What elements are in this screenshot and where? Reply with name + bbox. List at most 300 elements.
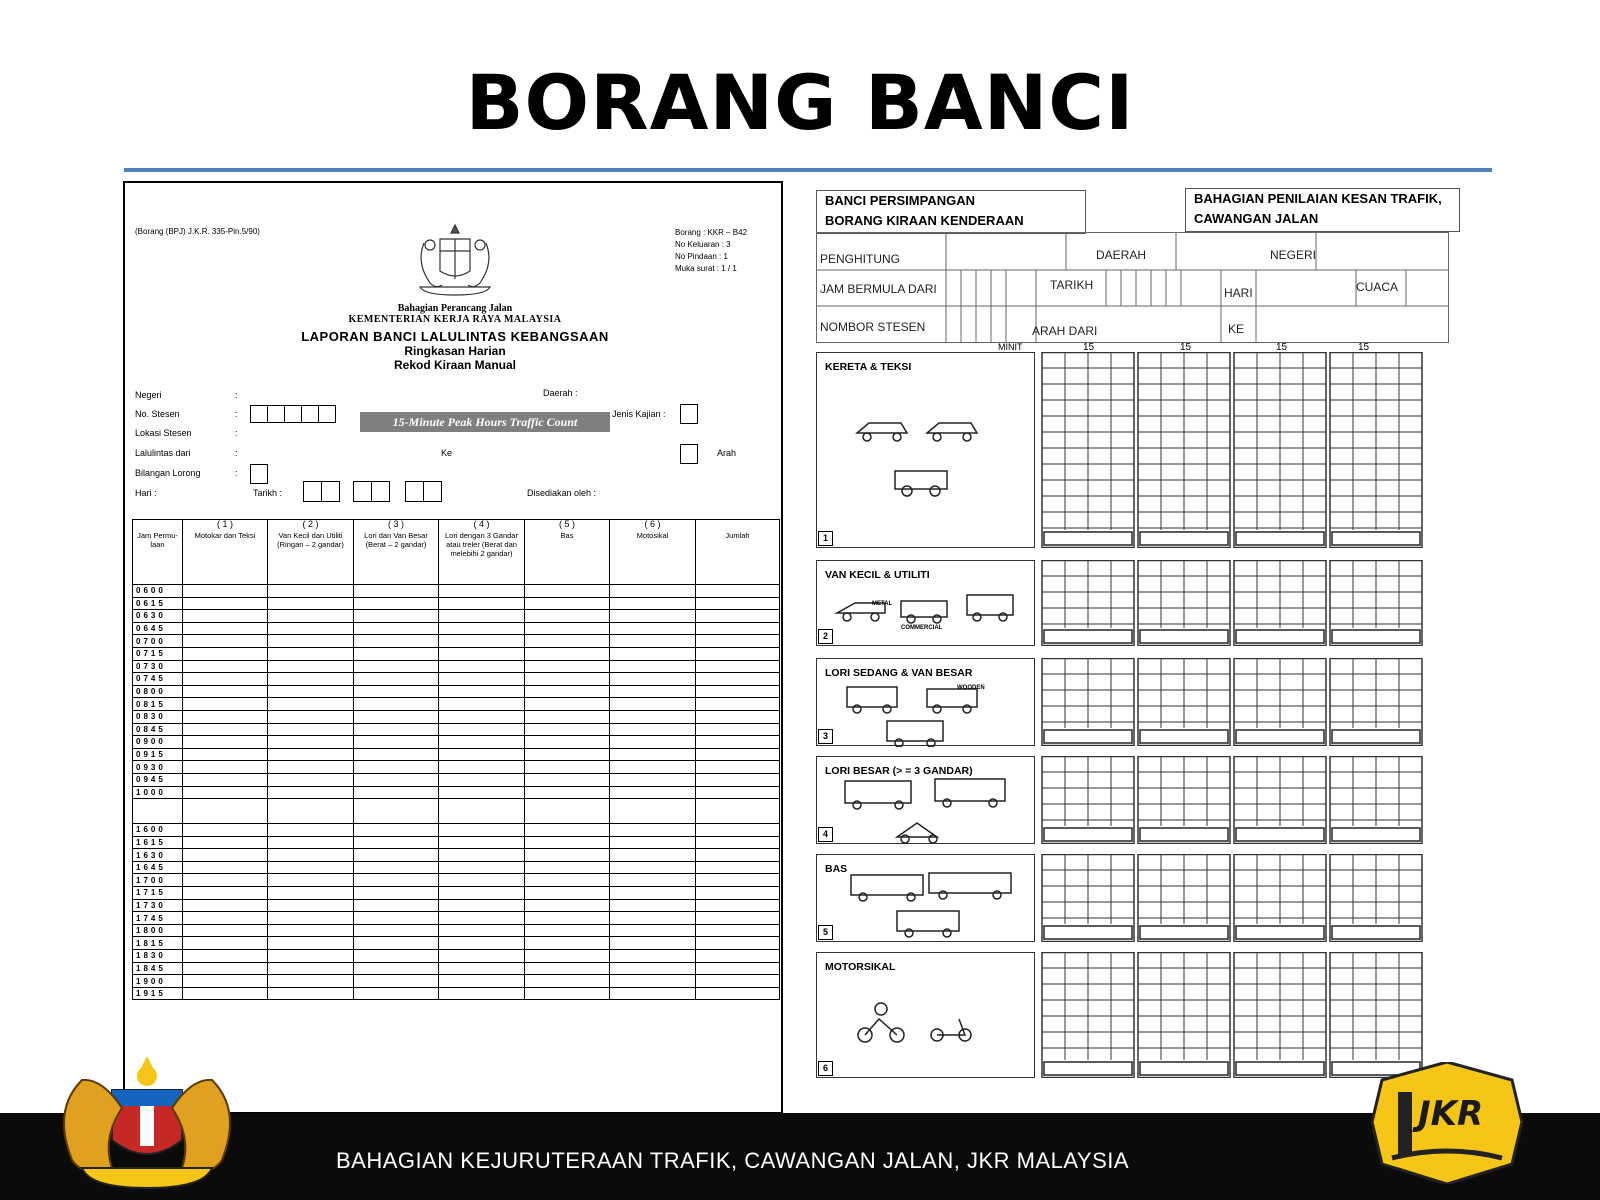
count-cell xyxy=(610,836,696,849)
column-label: Jumlah xyxy=(725,531,750,540)
table-row xyxy=(133,849,780,862)
time-cell: 1730 xyxy=(133,899,183,912)
ref-line: Muka surat : 1 / 1 xyxy=(675,264,737,273)
vehicle-class-name: MOTORSIKAL xyxy=(825,961,896,973)
section-index: 3 xyxy=(818,729,833,744)
count-cell xyxy=(354,610,439,623)
jenis-kajian-box xyxy=(680,404,698,424)
count-cell xyxy=(610,622,696,635)
count-cell xyxy=(268,874,354,887)
count-cell xyxy=(525,585,610,598)
count-cell xyxy=(610,710,696,723)
count-cell xyxy=(354,861,439,874)
count-cell xyxy=(183,610,268,623)
count-cell xyxy=(696,673,780,686)
count-cell xyxy=(610,748,696,761)
vehicle-section-2 xyxy=(816,560,1035,646)
time-cell: 1845 xyxy=(133,962,183,975)
summary-heading: Ringkasan Harian xyxy=(404,344,506,358)
section-index: 6 xyxy=(818,1061,833,1076)
count-cell xyxy=(183,773,268,786)
count-cell xyxy=(268,736,354,749)
table-row xyxy=(133,937,780,950)
time-cell: 1815 xyxy=(133,937,183,950)
time-cell: 1700 xyxy=(133,874,183,887)
tally-grid xyxy=(1040,658,1470,746)
count-cell xyxy=(268,685,354,698)
count-cell xyxy=(354,635,439,648)
count-cell xyxy=(354,962,439,975)
count-cell xyxy=(268,698,354,711)
count-cell xyxy=(525,887,610,900)
time-cell: 0845 xyxy=(133,723,183,736)
field-lokasi-label: Lokasi Stesen xyxy=(135,428,192,438)
count-cell xyxy=(439,736,525,749)
time-cell: 1745 xyxy=(133,912,183,925)
count-cell xyxy=(439,698,525,711)
table-row xyxy=(133,874,780,887)
count-cell xyxy=(183,660,268,673)
count-cell xyxy=(354,987,439,1000)
table-row xyxy=(133,962,780,975)
count-cell xyxy=(354,585,439,598)
time-cell: 0815 xyxy=(133,698,183,711)
count-cell xyxy=(268,635,354,648)
time-cell: 0830 xyxy=(133,710,183,723)
column-header xyxy=(696,520,780,585)
minute-header: 15 xyxy=(1276,342,1288,353)
column-label: Bas xyxy=(560,531,574,540)
count-cell xyxy=(525,710,610,723)
count-cell xyxy=(183,597,268,610)
count-cell xyxy=(525,610,610,623)
count-cell xyxy=(610,899,696,912)
table-row xyxy=(133,824,780,837)
count-cell xyxy=(439,773,525,786)
time-cell: 1800 xyxy=(133,924,183,937)
count-cell xyxy=(354,723,439,736)
count-cell xyxy=(183,937,268,950)
table-row xyxy=(133,950,780,963)
count-cell xyxy=(610,861,696,874)
vehicle-section-3 xyxy=(816,658,1035,746)
minute-header: 15 xyxy=(1358,342,1370,353)
vehicle-illustration-icon xyxy=(817,855,1036,943)
count-cell xyxy=(183,975,268,988)
count-cell xyxy=(354,710,439,723)
table-row xyxy=(133,924,780,937)
label-arah-dari: ARAH DARI xyxy=(1032,324,1098,338)
count-cell xyxy=(610,824,696,837)
ref-line: Borang : KKR – B42 xyxy=(675,228,748,237)
count-cell xyxy=(439,912,525,925)
count-cell xyxy=(439,887,525,900)
count-cell xyxy=(268,723,354,736)
count-cell xyxy=(354,937,439,950)
count-cell xyxy=(610,849,696,862)
label-jam-bermula: JAM BERMULA DARI xyxy=(820,282,937,296)
count-cell xyxy=(268,962,354,975)
vehicle-class-name: BAS xyxy=(825,863,848,875)
count-cell xyxy=(268,887,354,900)
count-cell xyxy=(354,748,439,761)
field-arah-label: Arah xyxy=(717,448,737,458)
count-cell xyxy=(610,887,696,900)
table-row xyxy=(133,786,780,799)
count-cell xyxy=(610,761,696,774)
count-cell xyxy=(696,710,780,723)
table-row xyxy=(133,673,780,686)
time-cell: 0930 xyxy=(133,761,183,774)
time-cell: 0915 xyxy=(133,748,183,761)
count-cell xyxy=(696,622,780,635)
vehicle-section-6 xyxy=(816,952,1035,1078)
header-line: BANCI PERSIMPANGAN xyxy=(825,193,975,208)
count-cell xyxy=(268,924,354,937)
count-cell xyxy=(696,748,780,761)
date-month-boxes xyxy=(353,481,388,502)
label-ke: KE xyxy=(1228,322,1245,336)
hourly-count-table xyxy=(132,519,780,1000)
count-cell xyxy=(183,786,268,799)
count-cell xyxy=(268,597,354,610)
record-heading: Rekod Kiraan Manual xyxy=(393,358,517,372)
count-cell xyxy=(439,647,525,660)
title-divider xyxy=(124,168,1492,172)
section-index: 2 xyxy=(818,629,833,644)
slide-title: BORANG BANCI xyxy=(465,58,1135,147)
count-cell xyxy=(696,736,780,749)
count-cell xyxy=(354,736,439,749)
count-cell xyxy=(354,786,439,799)
count-cell xyxy=(439,748,525,761)
time-cell: 1645 xyxy=(133,861,183,874)
form-code: (Borang (BPJ) J.K.R. 335-Pin.5/90) xyxy=(135,227,260,236)
count-cell xyxy=(610,736,696,749)
label-negeri: NEGERI xyxy=(1270,248,1317,262)
count-cell xyxy=(183,874,268,887)
count-cell xyxy=(354,761,439,774)
count-cell xyxy=(439,610,525,623)
station-info-grid xyxy=(820,232,1482,342)
count-cell xyxy=(610,962,696,975)
malaysia-coat-of-arms-icon xyxy=(52,1050,242,1200)
column-label: Lori dengan 3 Gandar atau treler (Berat dan melebihi 2 gandar) xyxy=(445,531,518,558)
table-row xyxy=(133,748,780,761)
field-lalulintas-label: Lalulintas dari xyxy=(135,448,191,458)
footer-text: BAHAGIAN KEJURUTERAAN TRAFIK, CAWANGAN JALAN, JKR MALAYSIA xyxy=(336,1148,1130,1173)
table-row xyxy=(133,773,780,786)
time-cell: 0945 xyxy=(133,773,183,786)
ministry-heading: KEMENTERIAN KERJA RAYA MALAYSIA xyxy=(348,314,562,325)
time-cell: 1630 xyxy=(133,849,183,862)
count-cell xyxy=(696,660,780,673)
vehicle-tag: METAL xyxy=(872,601,893,607)
count-cell xyxy=(268,987,354,1000)
count-cell xyxy=(525,773,610,786)
count-cell xyxy=(439,975,525,988)
count-cell xyxy=(439,660,525,673)
count-cell xyxy=(268,647,354,660)
vehicle-class-name: LORI SEDANG & VAN BESAR xyxy=(825,667,973,679)
count-cell xyxy=(183,887,268,900)
count-cell xyxy=(183,723,268,736)
minute-header: 15 xyxy=(1083,342,1095,353)
column-header xyxy=(610,520,696,585)
vehicle-illustration-icon xyxy=(817,353,1036,549)
count-cell xyxy=(268,824,354,837)
table-row xyxy=(133,799,780,824)
count-cell xyxy=(525,635,610,648)
count-cell xyxy=(354,647,439,660)
tally-grid xyxy=(1040,756,1470,844)
table-row xyxy=(133,622,780,635)
column-number: ( 4 ) xyxy=(473,519,490,529)
count-cell xyxy=(525,937,610,950)
count-cell xyxy=(525,950,610,963)
count-cell xyxy=(183,899,268,912)
table-row xyxy=(133,647,780,660)
count-cell xyxy=(696,899,780,912)
report-heading: LAPORAN BANCI LALULINTAS KEBANGSAAN xyxy=(301,329,609,344)
count-cell xyxy=(610,647,696,660)
label-cuaca: CUACA xyxy=(1356,280,1399,294)
count-cell xyxy=(268,899,354,912)
table-row xyxy=(133,987,780,1000)
count-cell xyxy=(525,698,610,711)
vehicle-section-5 xyxy=(816,854,1035,942)
vehicle-tag: WOODEN xyxy=(957,685,985,691)
column-label: Motokar dan Teksi xyxy=(194,531,256,540)
count-cell xyxy=(610,660,696,673)
count-cell xyxy=(268,937,354,950)
count-cell xyxy=(354,950,439,963)
column-header xyxy=(354,520,439,585)
label-daerah: DAERAH xyxy=(1096,248,1147,262)
count-cell xyxy=(525,723,610,736)
column-label: Motosikal xyxy=(636,531,669,540)
count-cell xyxy=(696,761,780,774)
count-cell xyxy=(696,861,780,874)
column-header xyxy=(525,520,610,585)
count-cell xyxy=(525,660,610,673)
count-cell xyxy=(696,937,780,950)
intersection-form-header xyxy=(816,190,1086,234)
count-cell xyxy=(696,962,780,975)
label-hari: HARI xyxy=(1224,286,1253,300)
count-cell xyxy=(268,950,354,963)
count-cell xyxy=(439,962,525,975)
tally-grid xyxy=(1040,352,1470,548)
table-row xyxy=(133,899,780,912)
column-label: Van Kecil dan Utiliti (Ringan – 2 gandar) xyxy=(277,531,344,549)
count-cell xyxy=(439,861,525,874)
count-cell xyxy=(183,962,268,975)
count-cell xyxy=(439,799,525,824)
count-cell xyxy=(183,987,268,1000)
left-form-scan xyxy=(123,181,783,1114)
count-cell xyxy=(610,610,696,623)
count-cell xyxy=(354,924,439,937)
time-cell: 0900 xyxy=(133,736,183,749)
count-cell xyxy=(439,836,525,849)
field-daerah-label: Daerah : xyxy=(543,388,578,398)
count-cell xyxy=(183,912,268,925)
count-cell xyxy=(439,786,525,799)
date-day-boxes xyxy=(303,481,338,502)
count-cell xyxy=(696,635,780,648)
time-cell: 0745 xyxy=(133,673,183,686)
colon: : xyxy=(235,390,238,400)
count-cell xyxy=(439,849,525,862)
ref-line: No Pindaan : 1 xyxy=(675,252,728,261)
count-cell xyxy=(525,786,610,799)
colon: : xyxy=(235,428,238,438)
table-row xyxy=(133,710,780,723)
field-tarikh-label: Tarikh : xyxy=(253,488,283,498)
count-cell xyxy=(525,987,610,1000)
count-cell xyxy=(525,673,610,686)
count-cell xyxy=(439,924,525,937)
division-heading: Bahagian Perancang Jalan xyxy=(397,303,513,314)
count-cell xyxy=(696,786,780,799)
minit-label: MINIT xyxy=(998,342,1023,352)
date-year-boxes xyxy=(405,481,440,502)
tally-grid xyxy=(1040,952,1470,1078)
count-cell xyxy=(268,622,354,635)
count-cell xyxy=(354,673,439,686)
station-number-boxes xyxy=(250,405,335,423)
count-cell xyxy=(439,585,525,598)
time-cell: 1900 xyxy=(133,975,183,988)
count-cell xyxy=(268,585,354,598)
count-cell xyxy=(354,912,439,925)
count-cell xyxy=(268,660,354,673)
count-cell xyxy=(525,736,610,749)
column-header xyxy=(268,520,354,585)
count-cell xyxy=(525,761,610,774)
count-cell xyxy=(183,635,268,648)
count-cell xyxy=(354,849,439,862)
count-cell xyxy=(696,723,780,736)
table-row xyxy=(133,861,780,874)
field-lorong-label: Bilangan Lorong xyxy=(135,468,201,478)
count-cell xyxy=(525,874,610,887)
time-cell: 0715 xyxy=(133,647,183,660)
column-label: Lori dan Van Besar (Berat – 2 gandar) xyxy=(364,531,428,549)
column-number: ( 5 ) xyxy=(558,519,575,529)
count-cell xyxy=(525,622,610,635)
count-cell xyxy=(183,736,268,749)
division-header xyxy=(1185,188,1460,232)
count-cell xyxy=(525,685,610,698)
count-cell xyxy=(133,799,183,824)
count-cell xyxy=(610,975,696,988)
count-cell xyxy=(696,610,780,623)
count-cell xyxy=(354,874,439,887)
count-cell xyxy=(610,597,696,610)
count-cell xyxy=(268,710,354,723)
time-cell: 0615 xyxy=(133,597,183,610)
table-row xyxy=(133,975,780,988)
count-cell xyxy=(439,723,525,736)
colon: : xyxy=(235,448,238,458)
count-cell xyxy=(354,660,439,673)
label-penghitung: PENGHITUNG xyxy=(820,252,901,266)
vehicle-class-name: LORI BESAR (> = 3 GANDAR) xyxy=(825,765,973,777)
count-cell xyxy=(439,874,525,887)
vehicle-section-4 xyxy=(816,756,1035,844)
count-cell xyxy=(183,698,268,711)
count-cell xyxy=(525,799,610,824)
count-cell xyxy=(696,685,780,698)
count-cell xyxy=(183,824,268,837)
count-cell xyxy=(696,585,780,598)
table-row xyxy=(133,912,780,925)
label-nombor-stesen: NOMBOR STESEN xyxy=(820,320,926,334)
count-cell xyxy=(439,937,525,950)
column-number: ( 6 ) xyxy=(644,519,661,529)
count-cell xyxy=(183,710,268,723)
column-header xyxy=(183,520,268,585)
header-line: CAWANGAN JALAN xyxy=(1194,211,1319,226)
count-cell xyxy=(696,799,780,824)
section-index: 5 xyxy=(818,925,833,940)
field-hari-label: Hari : xyxy=(135,488,157,498)
tally-grid xyxy=(1040,854,1470,942)
count-cell xyxy=(525,836,610,849)
count-cell xyxy=(525,899,610,912)
time-cell: 0800 xyxy=(133,685,183,698)
time-cell: 0645 xyxy=(133,622,183,635)
count-cell xyxy=(610,673,696,686)
count-cell xyxy=(183,849,268,862)
count-cell xyxy=(610,912,696,925)
table-row xyxy=(133,723,780,736)
count-cell xyxy=(696,647,780,660)
column-number: ( 1 ) xyxy=(216,519,233,529)
count-cell xyxy=(183,585,268,598)
count-cell xyxy=(354,799,439,824)
count-cell xyxy=(696,836,780,849)
count-cell xyxy=(610,773,696,786)
arah-box xyxy=(680,444,698,464)
count-cell xyxy=(354,698,439,711)
count-cell xyxy=(268,836,354,849)
count-cell xyxy=(354,975,439,988)
count-cell xyxy=(696,887,780,900)
field-ke-label: Ke xyxy=(441,448,453,458)
table-row xyxy=(133,836,780,849)
table-row xyxy=(133,660,780,673)
count-cell xyxy=(439,635,525,648)
count-cell xyxy=(696,597,780,610)
count-cell xyxy=(268,773,354,786)
lorong-box xyxy=(250,464,268,484)
count-cell xyxy=(354,685,439,698)
table-row xyxy=(133,597,780,610)
count-cell xyxy=(183,950,268,963)
count-cell xyxy=(354,773,439,786)
count-cell xyxy=(696,698,780,711)
count-cell xyxy=(610,950,696,963)
time-cell: 1000 xyxy=(133,786,183,799)
form-headings xyxy=(125,303,783,372)
count-cell xyxy=(525,647,610,660)
time-cell: 0700 xyxy=(133,635,183,648)
count-cell xyxy=(354,824,439,837)
count-cell xyxy=(183,748,268,761)
